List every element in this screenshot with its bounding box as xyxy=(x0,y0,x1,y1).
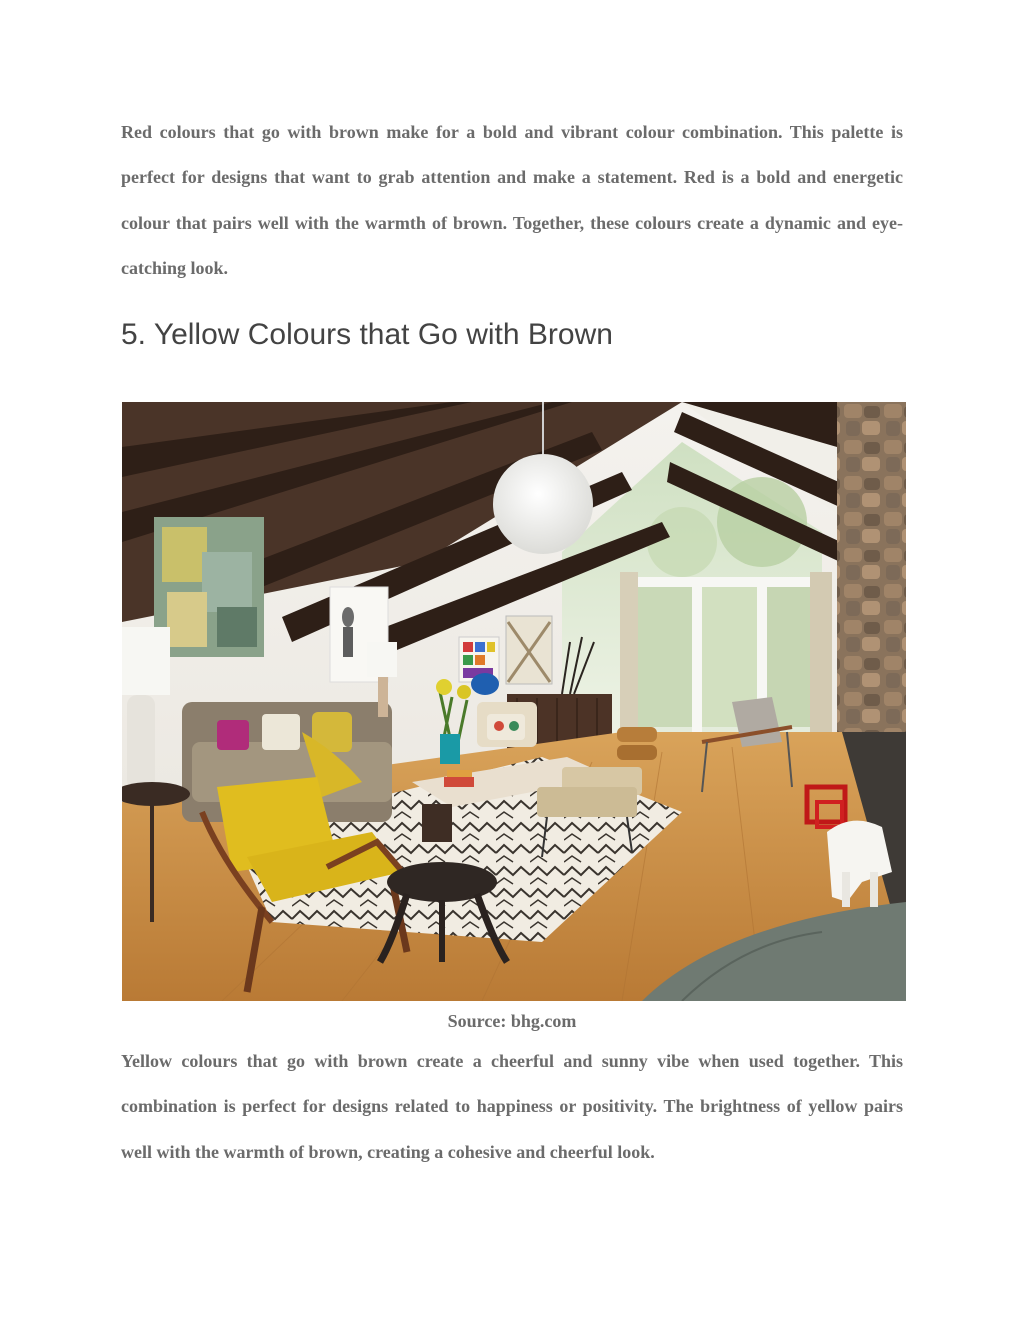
body-paragraph: Yellow colours that go with brown create a cheerful and sunny vibe when used together. This combination is perfect for designs related to happiness or positivity. The brightness of yellow pairs well with the warmth of brown, creating a cohesive and cheerful look. xyxy=(121,1051,903,1162)
image-caption: Source: bhg.com xyxy=(447,1011,577,1031)
living-room-photo xyxy=(122,402,906,1001)
section-heading: 5. Yellow Colours that Go with Brown xyxy=(121,318,613,351)
intro-paragraph: Red colours that go with brown make for a bold and vibrant colour combination. This palette is perfect for designs that want to grab attention and make a statement. Red is a bold and energetic colour that pairs well with the warmth of brown. Together, these colours create a dynamic and eye-catching look. xyxy=(121,122,903,278)
living-room-illustration xyxy=(122,402,906,1001)
